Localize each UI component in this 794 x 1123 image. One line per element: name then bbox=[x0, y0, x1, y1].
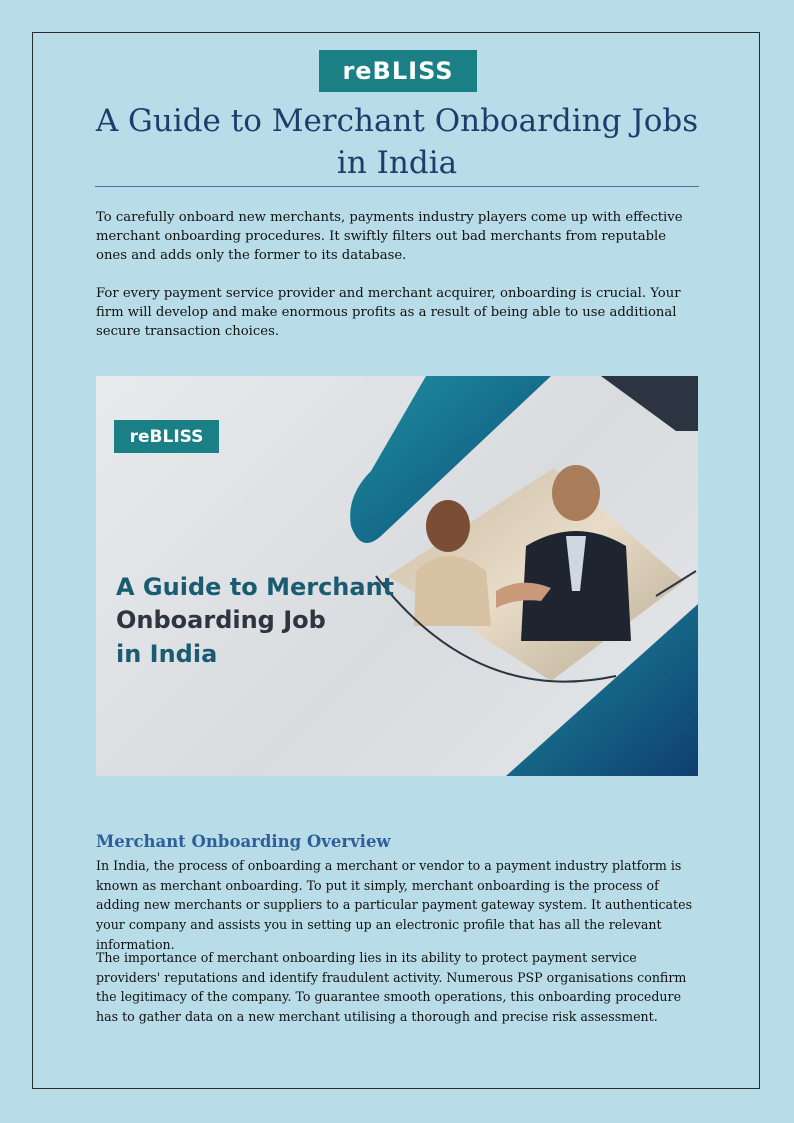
hero-headline-line-1: A Guide to Merchant bbox=[116, 573, 395, 601]
title-divider bbox=[95, 186, 699, 187]
section-heading: Merchant Onboarding Overview bbox=[96, 832, 391, 851]
dark-corner-shape bbox=[601, 376, 698, 431]
hero-logo: reBLISS bbox=[114, 420, 219, 453]
hero-headline-line-2: Onboarding Job bbox=[116, 606, 326, 634]
page-title: A Guide to Merchant Onboarding Jobs in India bbox=[95, 103, 699, 181]
section-paragraph-2: The importance of merchant onboarding lies in its ability to protect payment service providers' reputations and identify fraudulent activity. Numerous PSP organisations confirm the legitimacy of the company. To guarantee smooth operations, this onboarding procedure has to gather data on a new merchant utilising a thorough and precise risk assessment. bbox=[96, 950, 687, 1025]
hero-banner-image bbox=[96, 376, 698, 776]
rebliss-logo: reBLISS bbox=[319, 50, 477, 92]
intro-paragraph-2: For every payment service provider and merchant acquirer, onboarding is crucial. Your firm will develop and make enormous profits as a result of being able to use additional secure transaction choices. bbox=[96, 286, 681, 339]
hero-headline-line-3: in India bbox=[116, 640, 218, 668]
intro-paragraph-1: To carefully onboard new merchants, payments industry players come up with effective merchant onboarding procedures. It swiftly filters out bad merchants from reputable ones and adds only the former to its database. bbox=[96, 210, 683, 263]
section-paragraph-1: In India, the process of onboarding a merchant or vendor to a payment industry platform is known as merchant onboarding. To put it simply, merchant onboarding is the process of adding new merchants or suppliers to a particular payment gateway system. It authenticates your company and assists you in setting up an electronic profile that has all the relevant information. bbox=[96, 858, 693, 952]
